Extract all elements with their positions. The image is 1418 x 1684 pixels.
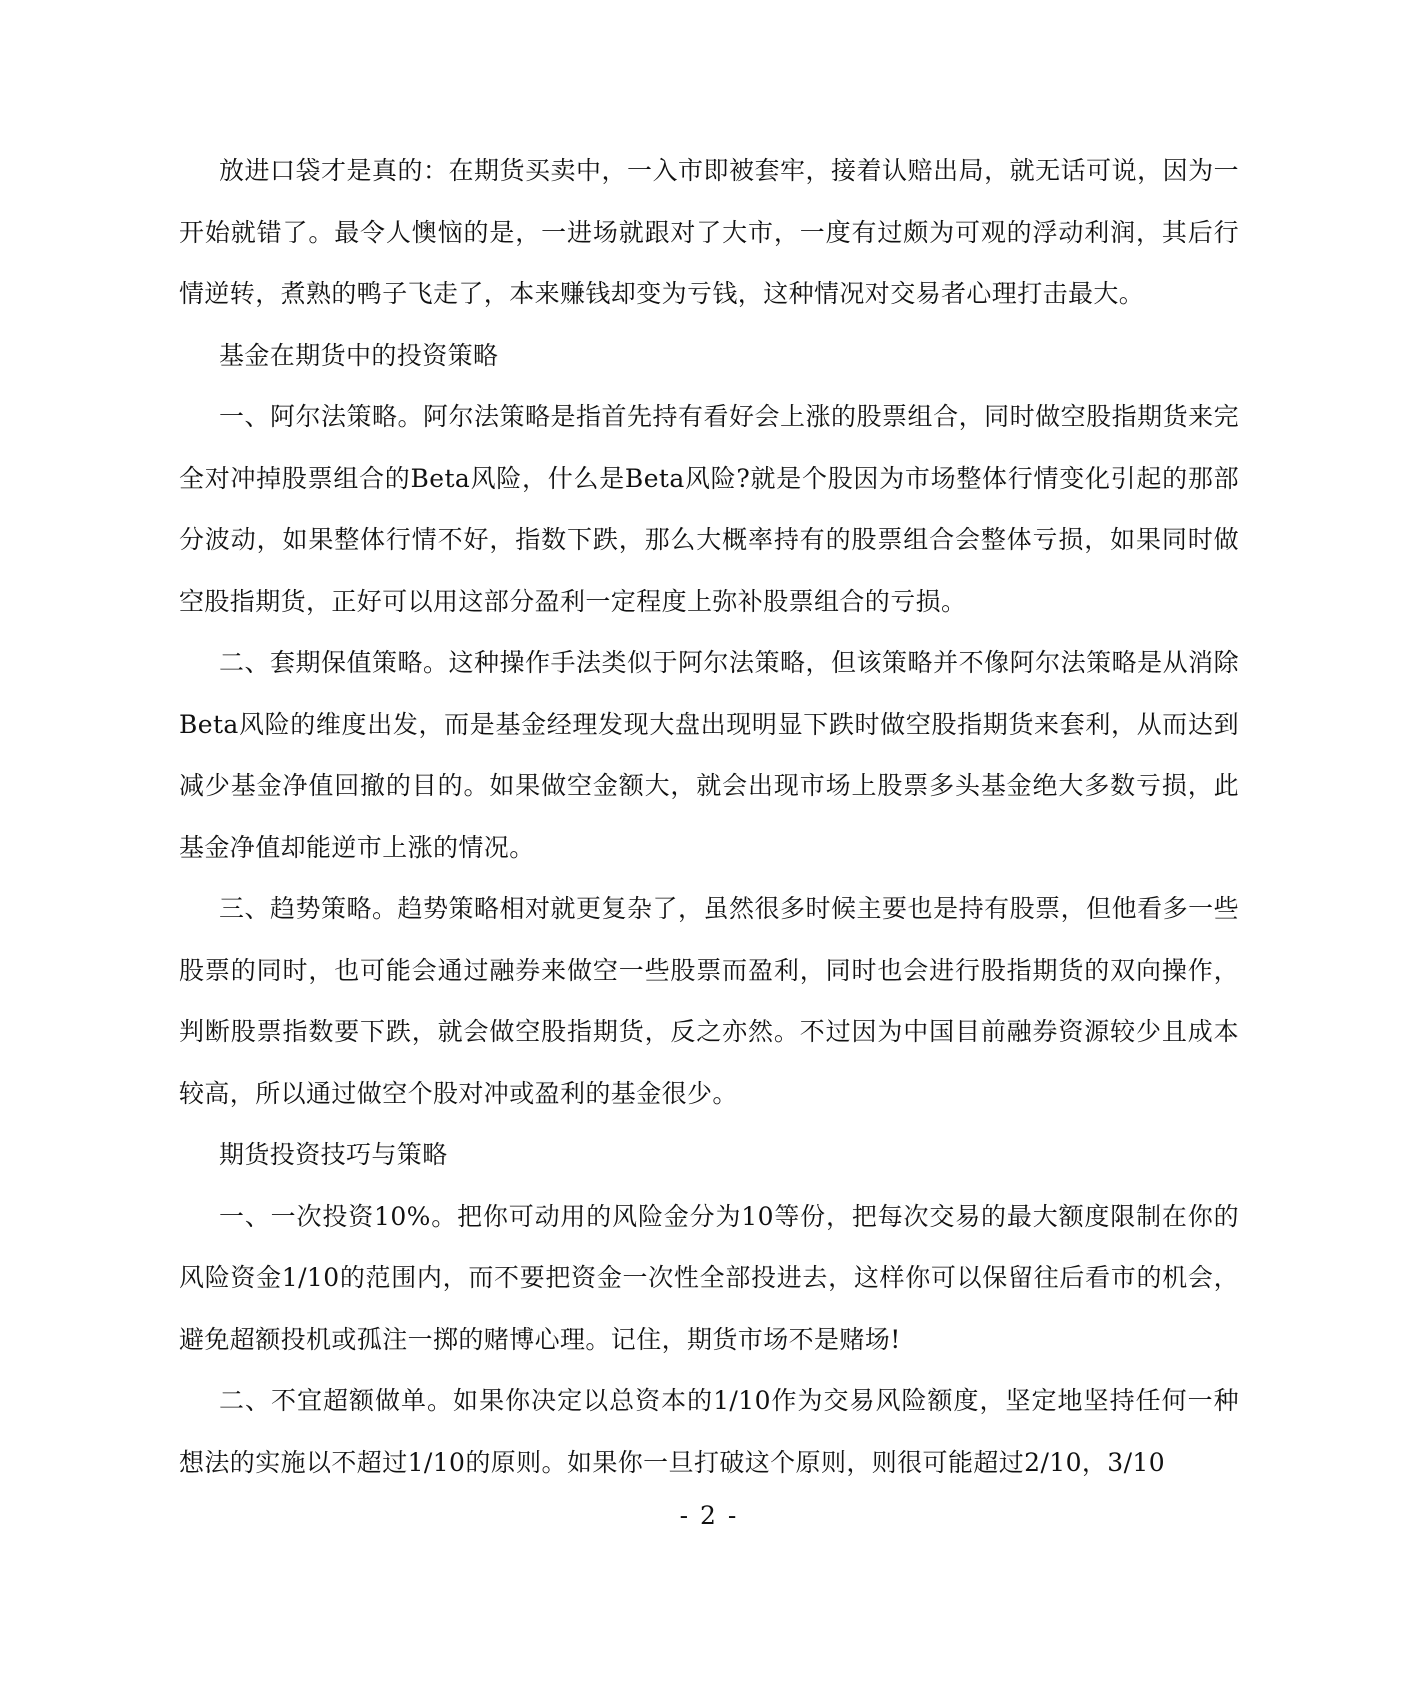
section-heading-fund-strategies: 基金在期货中的投资策略 [219,340,499,370]
document-body [179,140,1239,1493]
paragraph-alpha-strategy: 一、阿尔法策略。阿尔法策略是指首先持有看好会上涨的股票组合，同时做空股指期货来完全对冲掉股票组合的Beta风险，什么是Beta风险?就是个股因为市场整体行情变化引起的那部分波动，如果整体行情不好，指数下跌，那么大概率持有的股票组合会整体亏损，如果同时做空股指期货，正好可以用这部分盈利一定程度上弥补股票组合的亏损。 [179,402,1239,616]
section-heading-investment-tips: 期货投资技巧与策略 [219,1140,448,1169]
paragraph-invest-ten-percent: 一、一次投资10%。把你可动用的风险金分为10等份，把每次交易的最大额度限制在你的风险资金1/10的范围内，而不要把资金一次性全部投进去，这样你可以保留往后看市的机会，避免超额投机或孤注一掷的赌博心理。记住，期货市场不是赌场! [179,1201,1239,1354]
paragraph-trend-strategy: 三、趋势策略。趋势策略相对就更复杂了，虽然很多时候主要也是持有股票，但他看多一些股票的同时，也可能会通过融券来做空一些股票而盈利，同时也会进行股指期货的双向操作，判断股票指数要下跌，就会做空股指期货，反之亦然。不过因为中国目前融券资源较少且成本较高，所以通过做空个股对冲或盈利的基金很少。 [179,894,1239,1108]
paragraph-profit-psychology: 放进口袋才是真的：在期货买卖中，一入市即被套牢，接着认赔出局，就无话可说，因为一开始就错了。最令人懊恼的是，一进场就跟对了大市，一度有过颇为可观的浮动利润，其后行情逆转，煮熟的鸭子飞走了，本来赚钱却变为亏钱，这种情况对交易者心理打击最大。 [179,156,1239,308]
page-number: - 2 - [679,1501,739,1530]
paragraph-no-over-trading: 二、不宜超额做单。如果你决定以总资本的1/10作为交易风险额度，坚定地坚持任何一种想法的实施以不超过1/10的原则。如果你一旦打破这个原则，则很可能超过2/10，3/10 [179,1386,1239,1477]
paragraph-hedging-strategy: 二、套期保值策略。这种操作手法类似于阿尔法策略，但该策略并不像阿尔法策略是从消除Beta风险的维度出发，而是基金经理发现大盘出现明显下跌时做空股指期货来套利，从而达到减少基金净值回撤的目的。如果做空金额大，就会出现市场上股票多头基金绝大多数亏损，此基金净值却能逆市上涨的情况。 [179,648,1239,862]
